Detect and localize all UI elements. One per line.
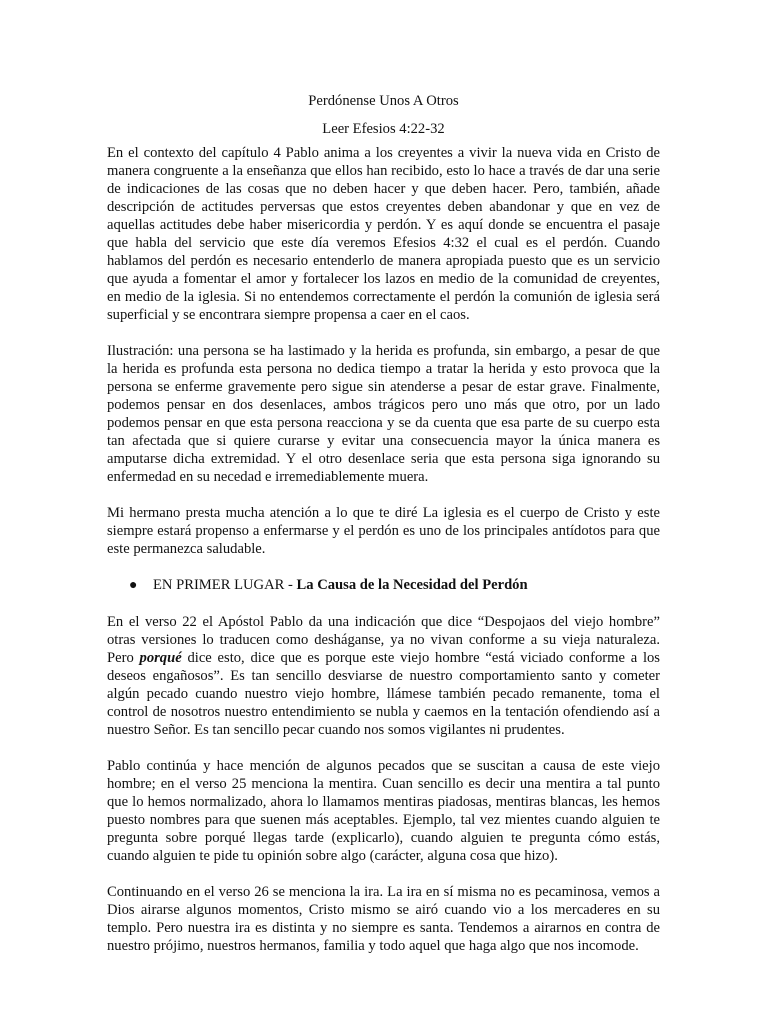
paragraph-verse-22	[107, 613, 660, 739]
verse22-text-part2: dice esto, dice que es porque este viejo hombre “está viciado conforme a los deseos engañosos”. Es tan sencillo desviarse de nuestro comportamiento santo y cometer algún pecado cuando nuestro viejo hombre, llámese también pecado remanente, toma el control de nosotros nuestro entendimiento se nubla y caemos en la tentación ofendiendo así a nuestro Señor. Es tan sencillo pecar cuando nos somos vigilantes ni prudentes.	[107, 650, 660, 738]
section-heading	[153, 576, 528, 594]
bullet-icon: ●	[129, 578, 138, 593]
paragraph-verse-25: Pablo continúa y hace mención de algunos pecados que se suscitan a causa de este viejo hombre; en el verso 25 menciona la mentira. Cuan sencillo es decir una mentira a tal punto que lo hemos normalizado, ahora lo llamamos mentiras piadosas, mentiras blancas, les hemos puesto nombres para que suenen más aceptables. Ejemplo, tal vez mientes cuando alguien te pregunta sobre porqué llegas tarde (explicarlo), cuando alguien te pregunta cómo estás, cuando alguien te pide tu opinión sobre algo (carácter, alguna cosa que hizo).	[107, 758, 660, 864]
verse22-text-part1: En el verso 22 el Apóstol Pablo da una indicación que dice “Despojaos del viejo hombre” otras versiones lo traducen como desháganse, ya no vivan conforme a su vieja naturaleza. Pero	[107, 614, 660, 666]
document-title: Perdónense Unos A Otros	[308, 93, 459, 109]
paragraph-illustration: Ilustración: una persona se ha lastimado y la herida es profunda, sin embargo, a pesar de que la herida es profunda esta persona no dedica tiempo a tratar la herida y esto provoca que la persona se enferme gravemente pero sigue sin atenderse a pesar de estar grave. Finalmente, podemos pensar en dos desenlaces, ambos trágicos pero uno más que otro, por un lado podemos pensar en que esta persona reacciona y se da cuenta que esa parte de su cuerpo esta tan afectada que si quiere curarse y evitar una consecuencia mayor la única manera es amputarse dicha extremidad. Y el otro desenlace seria que esta persona siga ignorando su enfermedad en su necedad e irremediablemente muera.	[107, 343, 660, 485]
paragraph-church-body: Mi hermano presta mucha atención a lo que te diré La iglesia es el cuerpo de Cristo y este siempre estará propenso a enfermarse y el perdón es uno de los principales antídotos para que este permanezca saludable.	[107, 505, 660, 557]
verse22-emphasis: porqué	[139, 650, 182, 666]
section-title: La Causa de la Necesidad del Perdón	[296, 577, 528, 593]
paragraph-verse-26: Continuando en el verso 26 se menciona la ira. La ira en sí misma no es pecaminosa, vemos a Dios airarse algunos momentos, Cristo mismo se airó cuando vio a los mercaderes en su templo. Pero nuestra ira es distinta y no siempre es santa. Tendemos a airarnos en contra de nuestro prójimo, nuestros hermanos, familia y todo aquel que haga algo que nos incomode.	[107, 884, 660, 954]
paragraph-context: En el contexto del capítulo 4 Pablo anima a los creyentes a vivir la nueva vida en Cristo de manera congruente a la enseñanza que ellos han recibido, esto lo hace a través de dar una serie de indicaciones de las cosas que no deben hacer y que deben hacer. Pero, también, añade descripción de actitudes perversas que estos creyentes deben abandonar y que en vez de aquellas actitudes debe haber misericordia y perdón. Y es aquí donde se encuentra el pasaje que habla del servicio que este día veremos Efesios 4:32 el cual es el perdón. Cuando hablamos del perdón es necesario entenderlo de manera apropiada puesto que es un servicio que ayuda a fomentar el amor y fortalecer los lazos en medio de la comunidad de creyentes, en medio de la iglesia. Si no entendemos correctamente el perdón la comunión de iglesia será superficial y se encontrara siempre propensa a caer en el caos.	[107, 145, 660, 323]
section-lead: EN PRIMER LUGAR -	[153, 577, 297, 593]
section-heading-bullet	[107, 576, 660, 595]
scripture-reference: Leer Efesios 4:22-32	[322, 121, 445, 137]
